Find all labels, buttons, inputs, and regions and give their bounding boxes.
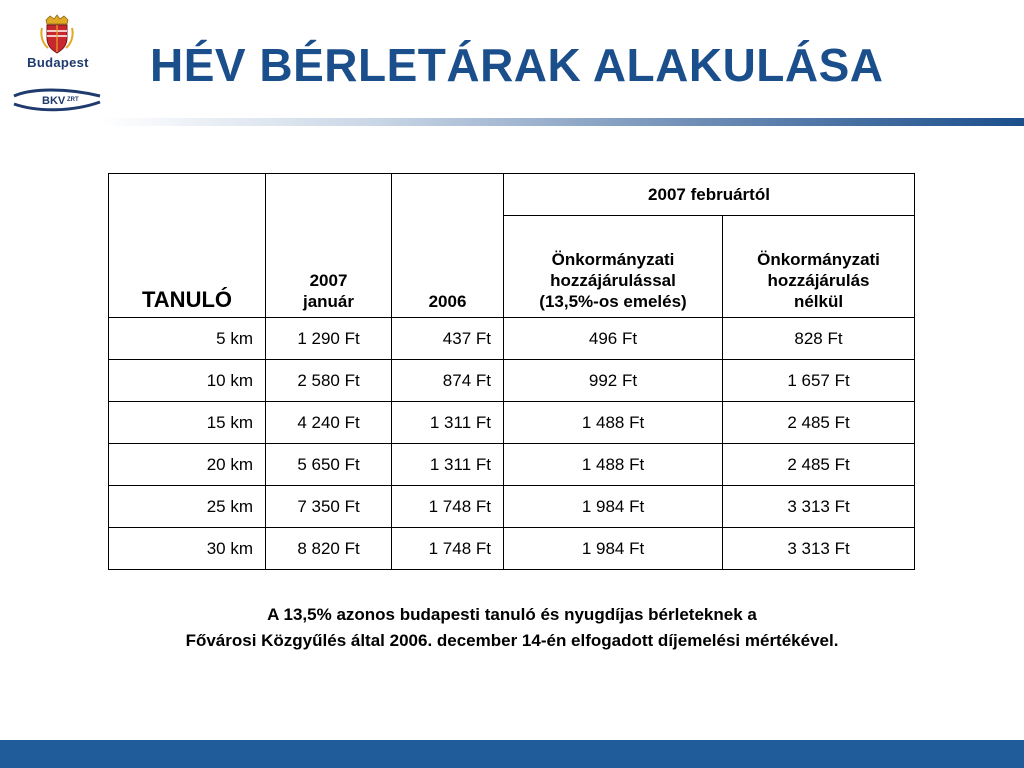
cell-2006: 1 748 Ft <box>392 528 504 570</box>
cell-without-contribution: 1 657 Ft <box>723 360 915 402</box>
header-divider <box>100 118 1024 126</box>
col-header-without-contribution-line2: hozzájárulás <box>767 271 870 290</box>
cell-distance: 20 km <box>109 444 266 486</box>
cell-without-contribution: 3 313 Ft <box>723 486 915 528</box>
header-row-1 <box>109 174 915 216</box>
table-row <box>109 528 915 570</box>
cell-2007-january: 1 290 Ft <box>266 318 392 360</box>
cell-2007-january: 7 350 Ft <box>266 486 392 528</box>
cell-without-contribution: 2 485 Ft <box>723 444 915 486</box>
cell-with-contribution: 992 Ft <box>504 360 723 402</box>
cell-2006: 1 311 Ft <box>392 444 504 486</box>
col-header-with-contribution-line3: (13,5%-os emelés) <box>539 292 687 311</box>
logo-area <box>8 10 108 122</box>
cell-distance: 10 km <box>109 360 266 402</box>
col-header-2007-january-line1: 2007 <box>309 271 348 290</box>
table-row <box>109 360 915 402</box>
corner-header: TANULÓ <box>109 174 266 318</box>
col-header-with-contribution-line2: hozzájárulással <box>550 271 676 290</box>
page-title: HÉV BÉRLETÁRAK ALAKULÁSA <box>150 39 884 91</box>
col-header-without-contribution-line3: nélkül <box>793 292 844 311</box>
cell-with-contribution: 1 488 Ft <box>504 402 723 444</box>
footnote-line2: Fővárosi Közgyűlés által 2006. december 14-én elfogadott díjemelési mértékével. <box>185 631 839 650</box>
col-header-2006: 2006 <box>392 174 504 318</box>
footnote <box>0 602 1024 654</box>
cell-with-contribution: 1 984 Ft <box>504 528 723 570</box>
cell-with-contribution: 1 984 Ft <box>504 486 723 528</box>
table-row <box>109 318 915 360</box>
cell-2007-january: 5 650 Ft <box>266 444 392 486</box>
footnote-line1: A 13,5% azonos budapesti tanuló és nyugdíjas bérleteknek a <box>267 605 757 624</box>
col-header-2007-january <box>266 174 392 318</box>
cell-with-contribution: 496 Ft <box>504 318 723 360</box>
cell-2007-january: 8 820 Ft <box>266 528 392 570</box>
col-header-without-contribution-line1: Önkormányzati <box>757 250 880 269</box>
cell-without-contribution: 3 313 Ft <box>723 528 915 570</box>
cell-without-contribution: 2 485 Ft <box>723 402 915 444</box>
cell-distance: 30 km <box>109 528 266 570</box>
cell-distance: 15 km <box>109 402 266 444</box>
col-header-with-contribution <box>504 216 723 318</box>
cell-distance: 5 km <box>109 318 266 360</box>
col-header-without-contribution <box>723 216 915 318</box>
cell-without-contribution: 828 Ft <box>723 318 915 360</box>
cell-with-contribution: 1 488 Ft <box>504 444 723 486</box>
cell-2006: 1 748 Ft <box>392 486 504 528</box>
city-name: Budapest <box>27 55 89 70</box>
col-header-2007-january-line2: január <box>302 292 355 311</box>
cell-2006: 1 311 Ft <box>392 402 504 444</box>
group-header-from-feb-2007: 2007 februártól <box>504 174 915 216</box>
bkv-logo-icon <box>12 86 102 116</box>
svg-text:BKV: BKV <box>42 95 66 107</box>
fare-table <box>108 173 915 570</box>
svg-text:ZRT: ZRT <box>67 97 79 103</box>
cell-2007-january: 4 240 Ft <box>266 402 392 444</box>
table-row <box>109 486 915 528</box>
cell-2006: 874 Ft <box>392 360 504 402</box>
table-row <box>109 444 915 486</box>
table-row <box>109 402 915 444</box>
cell-2006: 437 Ft <box>392 318 504 360</box>
cell-2007-january: 2 580 Ft <box>266 360 392 402</box>
col-header-with-contribution-line1: Önkormányzati <box>551 250 675 269</box>
budapest-crest-icon <box>40 14 74 54</box>
cell-distance: 25 km <box>109 486 266 528</box>
bottom-bar <box>0 740 1024 768</box>
